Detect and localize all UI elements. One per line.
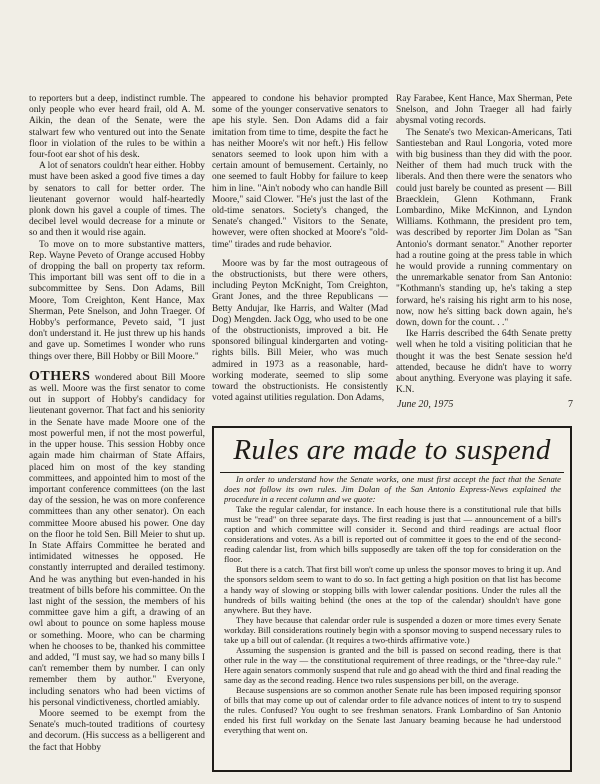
sidebar-box <box>212 426 572 772</box>
paragraph: Moore was by far the most outrageous of the obstructionists, but there were others, including Peyton McKnight, Tom Creighton, Grant Jones, and the three Republicans — Betty Andujar, Ike Harris, and Walter (Mad Dog) Mengden. Jack Ogg, who used to be one of the obstructionists, improved a bit. He sponsored bilingual kindergarten and voting-rights bills. Bill Meier, who was much admired in 1973 as a reasonable, hard-working moderate, seemed to slip some toward the obstructionists. He consistently voted against utilities regulation. Don Adams, <box>212 258 388 404</box>
paragraph-with-dropcap <box>29 368 205 709</box>
article-column-1 <box>29 94 205 784</box>
sidebar-title: Rules are made to suspend <box>233 434 551 466</box>
sidebar-paragraph: But there is a catch. That first bill won't come up unless the sponsor moves to bring it up. And the sponsors seldom seem to want to do so. In fact getting a high position on that list has become a handy way of slowing or stopping bills with lower calendar positions. Under the rules all the hundreds of bills waiting behind (the ones at the top of the calendar) shouldn't have gone anywhere. But they have. <box>224 564 561 615</box>
paragraph: A lot of senators couldn't hear either. Hobby must have been asked a good five times a day by senators to call for better order. The lieutenant governor would half-heartedly plonk down his gavel a couple of times. The decibel level would decrease for a minute or so and then it would rise again. <box>29 161 205 239</box>
paragraph: Moore seemed to be exempt from the Senate's much-touted traditions of courtesy and decorum. (His success as a belligerent and the fact that Hobby <box>29 708 205 753</box>
page-number: 7 <box>568 399 573 410</box>
paragraph: To move on to more substantive matters, Rep. Wayne Peveto of Orange accused Hobby of dropping the ball on property tax reform. This important bill was sent off to die in a subcommittee by Sens. Don Adams, Bill Moore, Tom Creighton, Kent Hance, Max Sherman, Pete Snelson, and John Traeger. Of Hobby's performance, Peveto said, "I just don't understand it. He just threw up his hands and gave up. Sometimes I wonder who runs things over there, Bill Hobby or Bill Moore." <box>29 239 205 362</box>
paragraph-text: wondered about Bill Moore as well. Moore was the first senator to come out in support of Hobby's candidacy for lieutenant governor. That fact and his seniority in the Senate have made Moore one of the most powerful men, if not the most powerful, in the upper house. This session Hobby once again made him chairman of State Affairs, placed him on most of the key standing committees, and appointed him to most of the important conference committees (on the last day of the session, he was on more conference committees than any other senator). On each committee Moore abused his power. One day on the floor he told Sen. Bill Meier to shut up. In State Affairs Committee he berated and intimidated witnesses he opposed. He constantly interrupted and derailed testimony. And he was anything but even-handed in his treatment of bills before his committee. On the last night of the session, the members of his committee gave him a gift, a drawing of an owl about to pounce on some hapless mouse or something. Moore, who can be charming when he chooses to be, thanked his committee and added, "I must say, we had so many bills I can't remember them by number. I can only remember them by author." Everyone, including senators who had been victims of his personal vindictiveness, chortled amiably. <box>29 372 205 708</box>
paragraph: appeared to condone his behavior prompted some of the younger conservative senators to ape his style. Sen. Don Adams did a fair imitation from time to time, despite the fact he has neither Moore's wit nor heft.) His fellow senators seemed to look upon him with a certain amount of bemusement. Certainly, no one seemed to fault Hobby for failure to keep him in line. "Ain't nobody who can handle Bill Moore," said Clower. "He's just the last of the old-time senators. Society's changed, the Senate's changed." Visitors to the Senate, however, were often shocked at Moore's "old-time" tirades and rude behavior. <box>212 94 388 250</box>
article-column-2 <box>212 94 388 414</box>
paragraph: The Senate's two Mexican-Americans, Tati Santiesteban and Raul Longoria, voted more with big business than they did with the poor. Neither of them had much truck with the liberals. And then there were the senators who could just barely be counted as present — Bill Braecklein, Glenn Kothmann, Frank Lombardino, Mike McKinnon, and Lyndon Williams. Kothmann, the president pro tem, was described by reporter Jim Dolan as "San Antonio's dormant senator." Another reporter had a routine going at the press table in which he would provide a running commentary on the unremarkable senator from San Antonio: "Kothmann's standing up, he's taking a step forward, he's raising his right arm to his nose, now, now he's sitting back down again, he's down, down for the count. . ." <box>396 127 572 329</box>
paragraph: Ray Farabee, Kent Hance, Max Sherman, Pete Snelson, and John Traeger all had fairly abysmal voting records. <box>396 94 572 127</box>
issue-date: June 20, 1975 <box>397 399 454 410</box>
paragraph: to reporters but a deep, indistinct rumble. The only people who ever heard frail, old A. M. Aikin, the dean of the Senate, were the stalwart few who ventured out into the Senate floor in violation of the rules to be within a four-foot ear shot of his desk. <box>29 94 205 161</box>
article-column-3 <box>396 94 572 414</box>
sidebar-paragraph: They have because that calendar order rule is suspended a dozen or more times every Senate workday. Bill considerations routinely begin with a sponsor moving to suspend necessary rules to take up a bill out of calendar. (It requires a two-thirds affirmative vote.) <box>224 614 561 645</box>
sidebar-intro: In order to understand how the Senate works, one must first accept the fact that the Senate does not follow its own rules. Jim Dolan of the San Antonio Express-News explained the procedure in a recent column and we quote: <box>224 474 561 505</box>
dropcap-word: OTHERS <box>29 368 91 384</box>
sidebar-paragraph: Because suspensions are so common another Senate rule has been imposed requiring sponsor of bills that may come up out of calendar order to file advance notices of intent to try to suspend the rules. Confused? You ought to see freshman senators. Frank Lombardino of San Antonio ended his first full workday on the Senate last January beaming because he had understood everything that went on. <box>224 684 561 736</box>
title-divider <box>220 472 564 473</box>
sidebar-paragraph: Take the regular calendar, for instance. In each house there is a constitutional rule that bills must be "read" on three separate days. The first reading is just that — announcement of a bill's caption and which committee will consider it. Second and third readings are actual floor considerations and votes. As a bill is reported out of committee it goes to the end of the second-reading calendar list, from which bills supposedly are taken off the top for consideration on the floor. <box>224 504 561 565</box>
paragraph: Ike Harris described the 64th Senate pretty well when he told a visiting politician that he thought it was the best Senate session he'd attended, because he didn't have to worry about anything. Everyone was playing it safe. K.N. <box>396 329 572 396</box>
sidebar-body <box>224 474 561 770</box>
sidebar-paragraph: Assuming the suspension is granted and the bill is passed on second reading, there is that other rule in the way — the constitutional requirement of three readings, or the "three-day rule." Here again senators commonly suspend that rule and go ahead with the third and final reading the same day as the second reading. Hence two rules suspensions per bill, on the average. <box>224 644 561 685</box>
